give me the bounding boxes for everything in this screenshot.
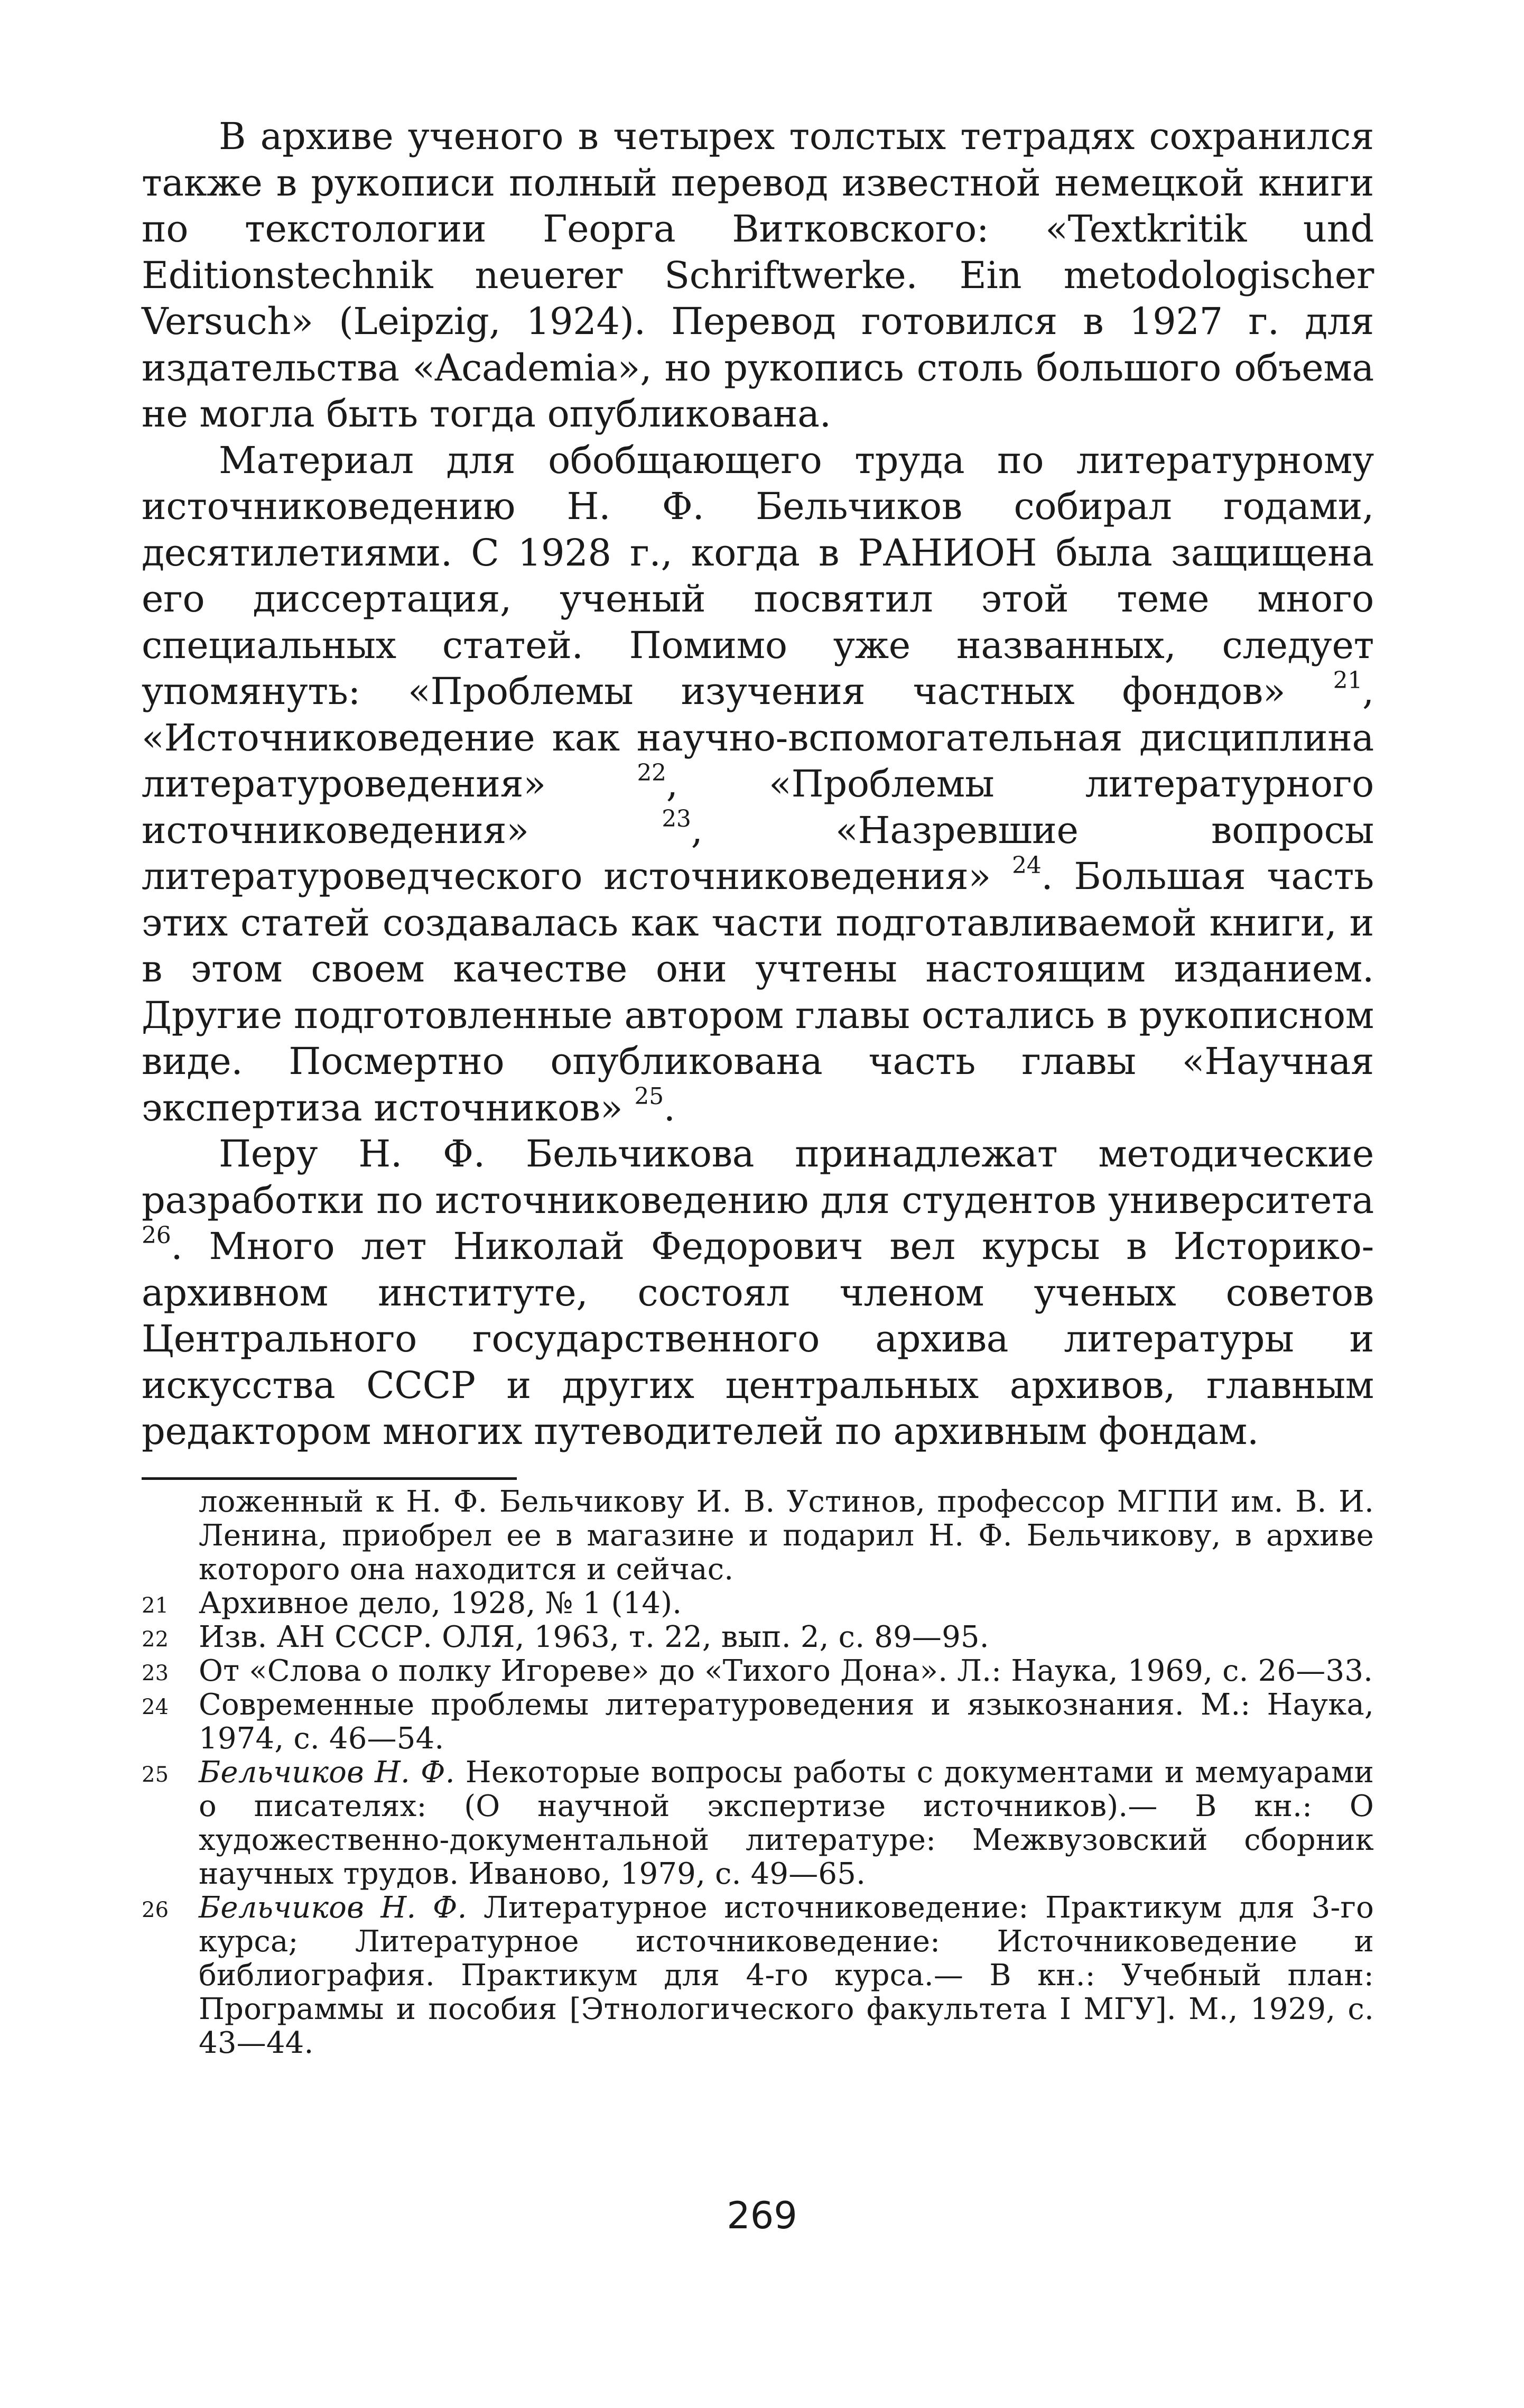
footnotes [142,1485,1374,2060]
footnote-reference: 22 [637,759,666,786]
footnote-text: ложенный к Н. Ф. Бельчикову И. В. Устинов, профессор МГПИ им. В. И. Ленина, приобрел ее в магазине и подарил Н. Ф. Бельчикову, в архиве которого она находится и сейчас. [199,1484,1374,1587]
paragraph-text: . [663,1086,675,1129]
footnote-number: 21 [142,1593,169,1618]
paragraph-text: . Много лет Николай Федорович вел курсы в Историко-архивном институте, состоял членом ученых советов Центрального государственного архива литературы и искусства СССР и других центральных архивов, главным редактором многих путеводителей по архивным фондам. [142,1225,1374,1453]
page-number: 269 [727,2194,797,2237]
paragraph-text: Материал для обобщающего труда по литературному источниковедению Н. Ф. Бельчиков собирал годами, десятилетиями. С 1928 г., когда в РАНИОН была защищена его диссертация, ученый посвятил этой теме много специальных статей. Помимо уже названных, следует упомянуть: «Проблемы изучения частных фондов» [142,438,1374,713]
footnote-text: Литературное источниковедение: Практикум для 3-го курса; Литературное источниковедение: Источниковедение и библиография. Практикум для 4-го курса.— В кн.: Учебный план: Программы и пособия [Этнологического факультета I МГУ]. М., 1929, с. 43—44. [199,1890,1374,2060]
footnote-number: 22 [142,1627,169,1652]
footnote-author: Бельчиков Н. Ф. [199,1890,467,1925]
footnote-reference: 25 [634,1083,664,1110]
footnote-separator [142,1477,517,1480]
footnote-number: 25 [142,1762,169,1787]
footnote-text: От «Слова о полку Игореве» до «Тихого Дона». Л.: Наука, 1969, с. 26—33. [199,1653,1373,1688]
footnote-number: 24 [142,1694,169,1719]
footnote-text: Архивное дело, 1928, № 1 (14). [199,1586,682,1620]
footnote [142,1891,1374,2060]
footnote-reference: 26 [142,1221,171,1249]
paragraph [142,1131,1374,1455]
footnote [142,1485,1374,1587]
main-text [142,114,1374,1455]
footnote-reference: 24 [1012,851,1042,879]
paragraph-text: , «Проблемы литературного источниковедения» [142,762,1374,852]
paragraph [142,114,1374,438]
footnote-reference: 23 [662,805,691,833]
paragraph-text: . Большая часть этих статей создавалась как части подготавливаемой книги, и в этом своем качестве они учтены настоящим изданием. Другие подготовленные автором главы остались в рукописном виде. Посмертно опубликована часть главы «Научная экспертиза источников» [142,855,1374,1129]
footnote-text: Изв. АН СССР. ОЛЯ, 1963, т. 22, вып. 2, с. 89—95. [199,1619,989,1654]
paragraph-text: , «Назревшие вопросы литературоведческого источниковедения» [142,808,1374,898]
book-page [142,114,1374,2060]
footnote [142,1587,1374,1620]
footnote [142,1688,1374,1756]
footnote [142,1620,1374,1654]
paragraph [142,438,1374,1132]
paragraph-text: , «Источниковедение как научно-вспомогательная дисциплина литературоведения» [142,670,1374,805]
footnote-number: 23 [142,1661,169,1685]
footnote-reference: 21 [1333,666,1363,694]
paragraph-text: Перу Н. Ф. Бельчикова принадлежат методические разработки по источниковедению для студентов университета [142,1132,1374,1222]
footnote-text: Некоторые вопросы работы с документами и мемуарами о писателях: (О научной экспертизе источников).— В кн.: О художественно-документальной литературе: Межвузовский сборник научных трудов. Иваново, 1979, с. 49—65. [199,1755,1374,1891]
footnote-text: Современные проблемы литературоведения и языкознания. М.: Наука, 1974, с. 46—54. [199,1687,1374,1756]
paragraph-text: В архиве ученого в четырех толстых тетрадях сохранился также в рукописи полный перевод известной немецкой книги по текстологии Георга Витковского: «Textkritik und Editionstechnik neuerer Schriftwerke. Ein metodologischer Versuch» (Leipzig, 1924). Перевод готовился в 1927 г. для издательства «Academia», но рукопись столь большого объема не могла быть тогда опубликована. [142,115,1374,436]
footnote [142,1654,1374,1688]
footnote-author: Бельчиков Н. Ф. [199,1755,455,1790]
footnote [142,1756,1374,1891]
footnote-number: 26 [142,1897,169,1922]
